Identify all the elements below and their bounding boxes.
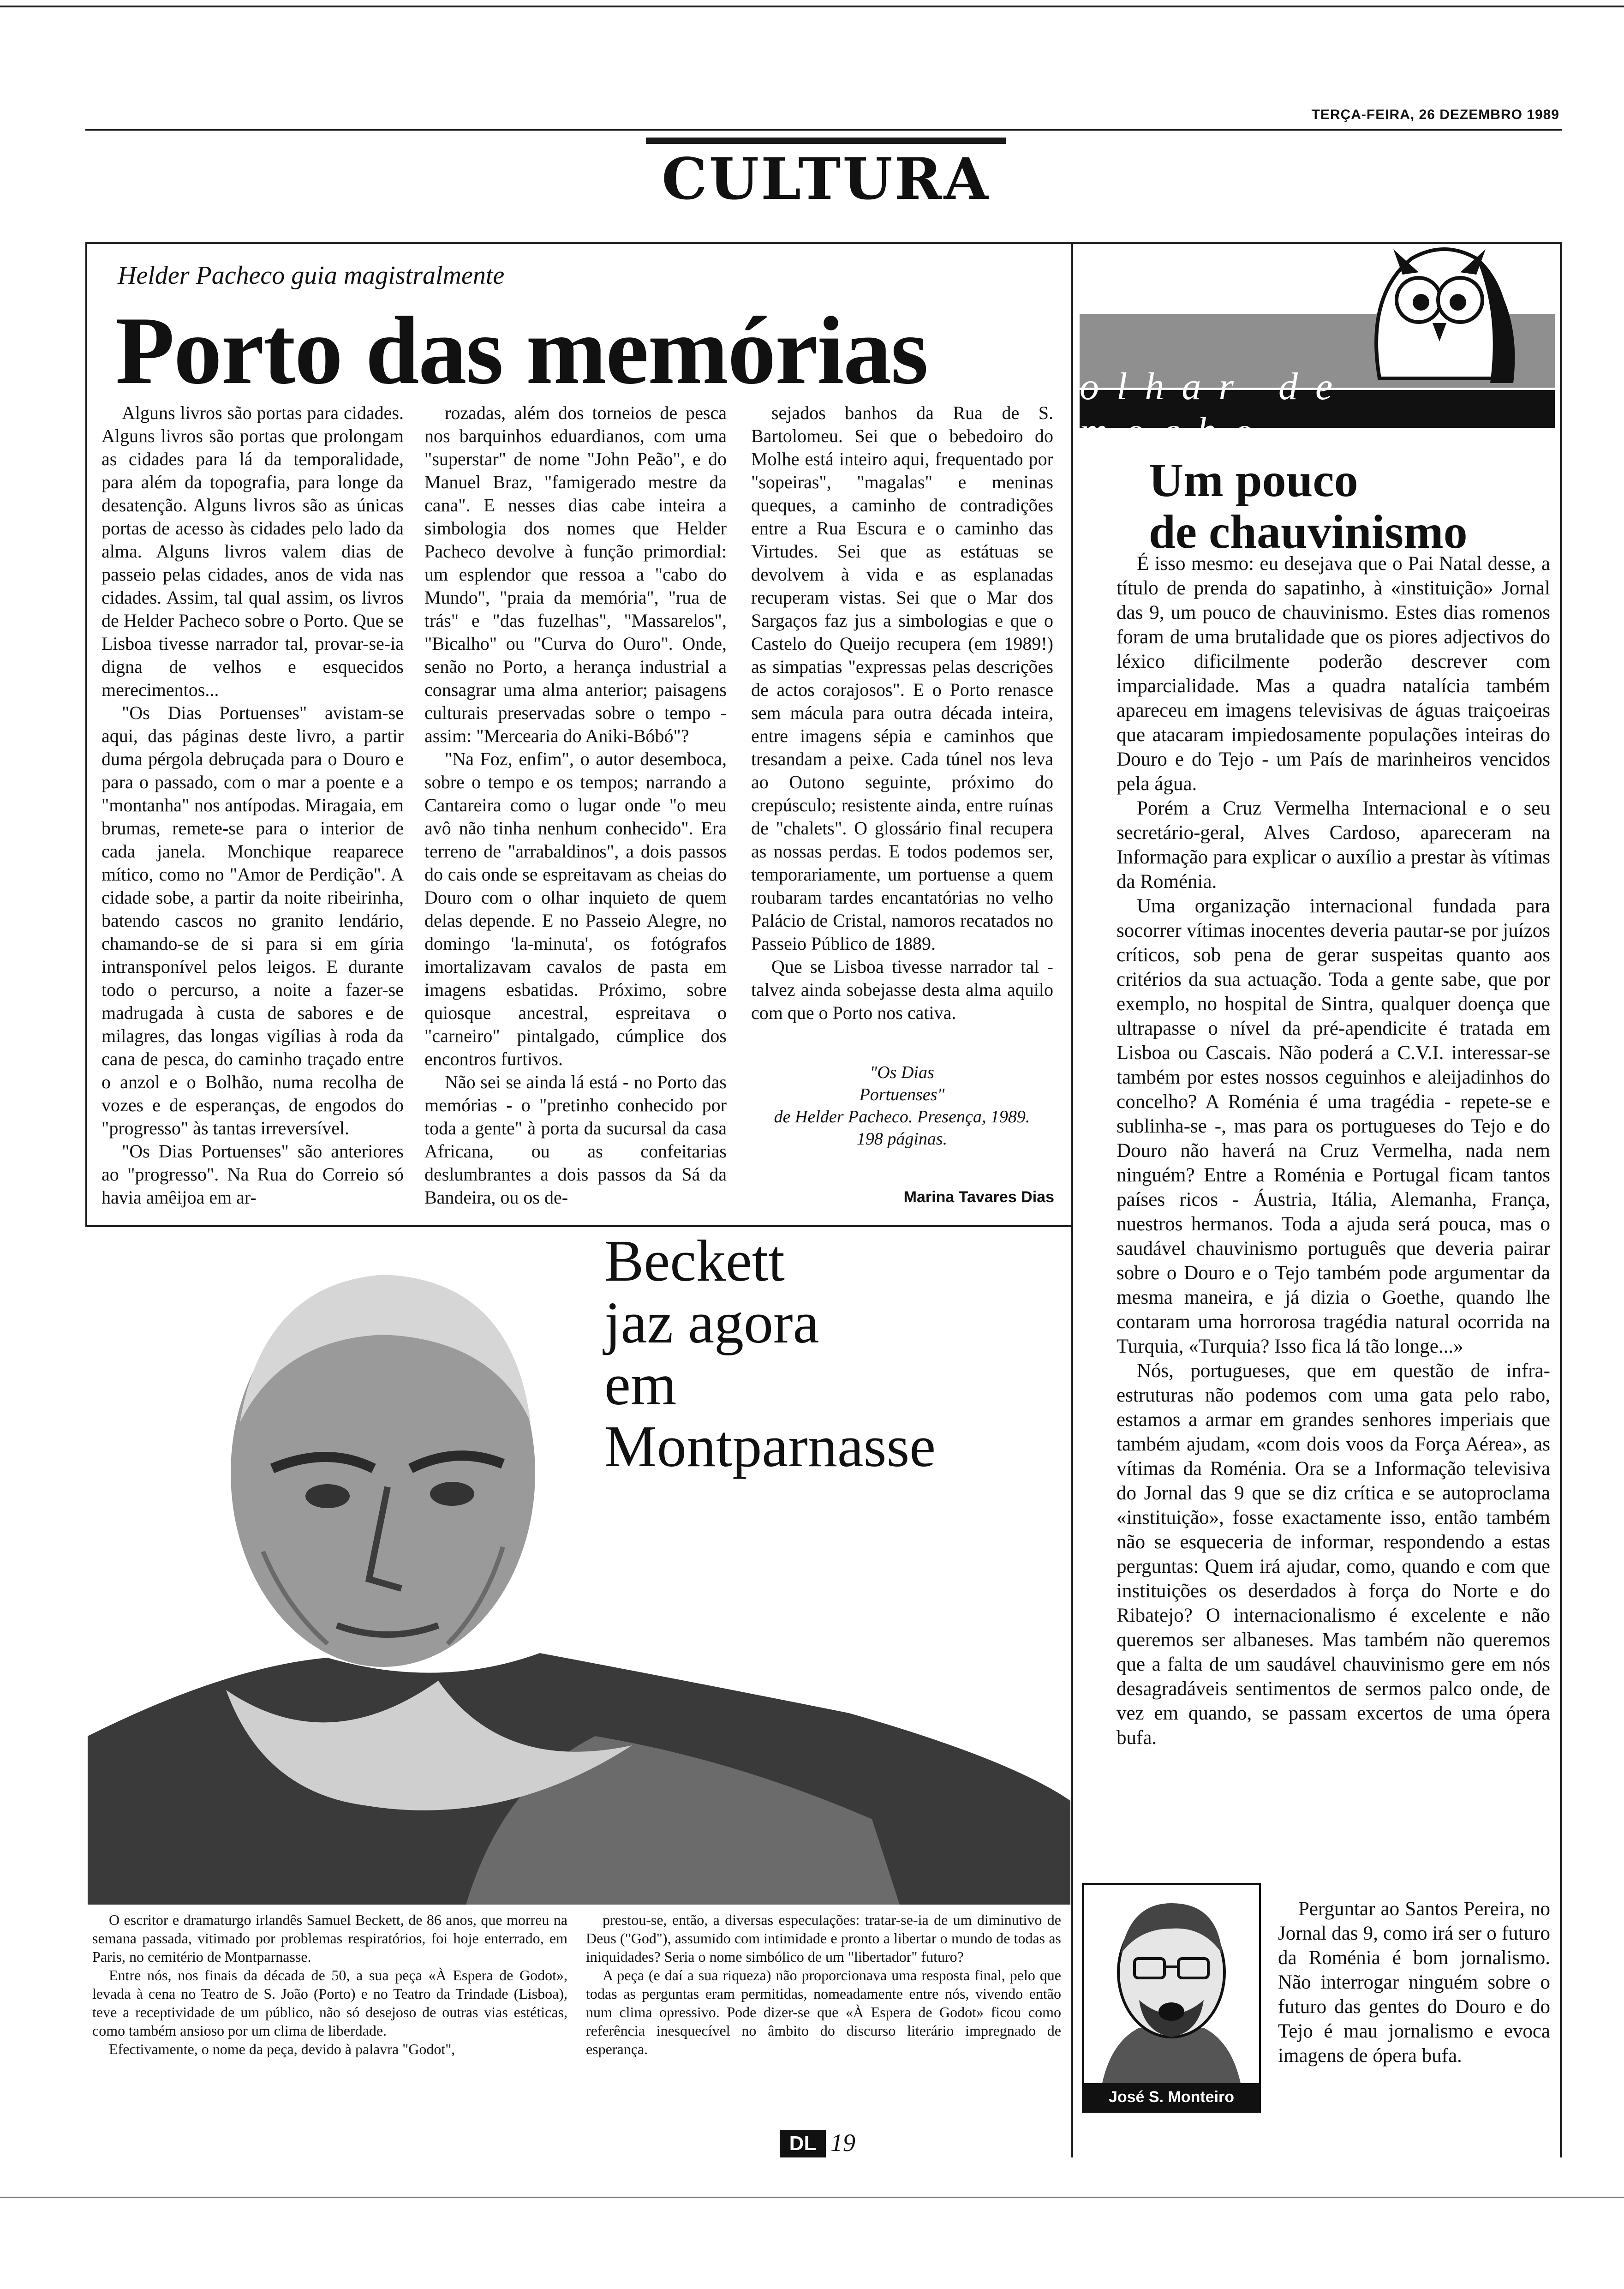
title-line: Um pouco xyxy=(1149,454,1358,507)
article-divider xyxy=(85,1225,1073,1227)
header-rule xyxy=(85,129,1562,131)
paragraph: Uma organização internacional fundada para socorrer vítimas inocentes deveria pautar-se por juízos críticos, sob pena de gerar suspeitas quanto aos critérios da sua actuação. Toda a gente sabe, que por exemplo, no hospital de Sintra, qualquer doença que ultrapasse o nível da pré-apendicite é tratada em Lisboa ou Cascais. Não poderá a C.V.I. interessar-se também por estes nossos ceguinhos e aleijadinhos do concelho? A Roménia é uma tragédia - repete-se e sublinha-se -, mas para os portugueses do Tejo e do Douro não haverá na Cruz Vermelha, nada nem ninguém? Entre a Roménia e Portugal ficam tantos países ricos - Áustria, Itália, Alemanha, França, nuestros hermanos. Toda a ajuda será pouca, mas o saudável chauvinismo português que deveria pairar sobre o Douro e o Tejo também pode argumentar da mesma maneira, e já dizia o Goethe, quando lhe contaram uma horrorosa tragédia natural ocorrida na Turquia, «Turquia? Isso fica lá tão longe...» xyxy=(1116,895,1550,1357)
column-final-paragraph xyxy=(1278,1897,1550,2068)
paragraph: "Os Dias Portuenses" avistam-se aqui, das páginas deste livro, a partir duma pérgola debruçada para o Douro e para o passado, com o mar a poente e a "montanha" nos antípodas. Miragaia, em brumas, remete-se para o interior de cada janela. Monchique reaparece mítico, como no "Amor de Perdição". A cidade sobe, a partir da noite ribeirinha, batendo cascos no granito lendário, chamando-se de si para si em gíria intransponível pelos leigos. E durante todo o percurso, a noite a fazer-se madrugada à custa de sabores e de milagres, das longas vigílias à roda da cana de pesca, do caminho traçado entre o anzol e o Bolhão, numa recolha de vozes e de esperanças, de engodos do "progresso" às tantas irreversível. xyxy=(102,702,404,1139)
book-credit xyxy=(752,1061,1052,1150)
paragraph: Porém a Cruz Vermelha Internacional e o seu secretário-geral, Alves Cardoso, apareceram na Informação para explicar o auxílio a prestar às vítimas da Roménia. xyxy=(1116,797,1550,893)
headline-line: jaz agora xyxy=(604,1290,819,1355)
paragraph: Perguntar ao Santos Pereira, no Jornal das 9, como irá ser o futuro da Roménia é bom jornalismo. Não interrogar ninguém sobre o futuro das gentes do Douro e do Tejo é mau jornalismo e evoca imagens de ópera bufa. xyxy=(1278,1898,1550,2067)
paragraph: A peça (e daí a sua riqueza) não proporcionava uma resposta final, pelo que todas as perguntas eram permitidas, nomeadamente entre nós, vivendo então num clima opressivo. Pode dizer-se que «À Espera de Godot» ficou como referência inesquecível no âmbito do discurso literário impregnado de esperança. xyxy=(586,1967,1061,2057)
newspaper-logo xyxy=(780,2130,826,2157)
title-line: de chauvinismo xyxy=(1149,505,1468,558)
frame-divider-vertical xyxy=(1071,242,1073,2157)
paragraph: É isso mesmo: eu desejava que o Pai Natal desse, a título de prenda do sapatinho, à «instituição» Jornal das 9, um pouco de chauvinismo. Estes dias romenos foram de uma brutalidade que os piores adjectivos do léxico dificilmente poderão descrever com imparcialidade. Mas a quadra natalícia também apareceu em imagens televisivas de águas traiçoeiras que atacaram impiedosamente populações inteiras do Douro e do Tejo - um País de marinheiros vencidos pela água. xyxy=(1116,553,1550,795)
issue-date: TERÇA-FEIRA, 26 DEZEMBRO 1989 xyxy=(1311,107,1559,122)
author-name: José S. Monteiro xyxy=(1084,2083,1259,2111)
column-body xyxy=(1116,551,1550,1750)
beckett-headline xyxy=(604,1230,1070,1477)
section-title: CULTURA xyxy=(662,146,990,213)
headline-line: em xyxy=(604,1352,677,1417)
credit-line: 198 páginas. xyxy=(856,1129,948,1149)
paragraph: sejados banhos da Rua de S. Bartolomeu. Sei que o bebedoiro do Molhe está inteiro aqui, frequentado por "sopeiras", "magalas" e meninas queques, a caminho de contradições entre a Rua Escura e o caminho das Virtudes. Sei que as estátuas se devolvem à vida e as esplanadas recuperam vistas. Sei que o Mar dos Sargaços faz jus a simbologias e que o Castelo do Queijo recupera (em 1989!) as simpatias "expressas pelas descrições de actos corajosos". E o Porto renasce sem mácula para outra década inteira, entre imagens sépia e caminhos que tresandam a peixe. Cada túnel nos leva ao Outono seguinte, próximo do crepúsculo; resistente ainda, entre ruínas de "chalets". O glossário final recupera as nossas perdas. E todos podemos ser, temporariamente, um portuense a quem roubaram tardes encantatórias no velho Palácio de Cristal, namoros recatados no Passeio Público de 1889. xyxy=(751,402,1053,954)
paragraph: Não sei se ainda lá está - no Porto das memórias - o "pretinho conhecido por toda a gente" à porta da sucursal da casa Africana, ou as confeitarias deslumbrantes a dois passos da Sá da Bandeira, ou os de- xyxy=(424,1072,727,1208)
beckett-caption-column-2 xyxy=(586,1911,1061,2058)
column-banner: mocho xyxy=(1080,390,1555,428)
paragraph: O escritor e dramaturgo irlandês Samuel Beckett, de 86 anos, que morreu na semana passada, vitimado por problemas respiratórios, foi hoje enterrado, em Paris, no cemitério de Montparnasse. xyxy=(92,1911,567,1965)
paragraph: Nós, portugueses, que em questão de infra-estruturas não podemos com uma gata pelo rabo, estamos a armar em grandes senhores imperiais que também ajudam, «com dois voos da Força Aérea», as vítimas da Roménia. Ora se a Informação televisiva do Jornal das 9 que se diz crítica e se autoproclama «instituição», fosse exactamente isso, então também não se esqueceria de informar, respondendo a estas perguntas: Quem irá ajudar, como, quando e com que instituições os deserdados à força do Norte e do Ribatejo? O internacionalismo é excelente e não queremos ser albaneses. Mas também não queremos que a falta de um saudável chauvinismo gere em nós desagradáveis sentimentos de sermos palco onde, de vez em quando, se passam excertos de uma ópera bufa. xyxy=(1116,1360,1550,1749)
article-byline: Marina Tavares Dias xyxy=(903,1188,1054,1206)
paragraph: Alguns livros são portas para cidades. Alguns livros são portas que prolongam as cidades para lá da temporalidade, para além da topografia, para longe da desatenção. Alguns livros são as únicas portas de acesso às cidades pelo lado da alma. Alguns livros valem dias de passeio pelas cidades, anos de vida nas cidades. Assim, tal qual assim, os livros de Helder Pacheco sobre o Porto. Que se Lisboa tivesse narrador tal, provar-se-ia digna de velhos e esquecidos merecimentos... xyxy=(102,402,404,700)
article-headline: Porto das memórias xyxy=(115,297,928,404)
headline-line: Beckett xyxy=(604,1228,785,1294)
frame-right xyxy=(1560,242,1562,2157)
paragraph: Efectivamente, o nome da peça, devido à palavra "Godot", xyxy=(109,2041,455,2057)
article-column-2 xyxy=(424,401,727,1209)
beckett-caption-column-1 xyxy=(92,1911,567,2058)
top-rule xyxy=(0,6,1624,7)
paragraph: "Na Foz, enfim", o autor desemboca, sobre o tempo e os tempos; narrando a Cantareira como o lugar onde "o meu avô não tinha nenhum conhecido". Era terreno de "arrabaldinos", a dois passos do cais onde se espreitavam as cheias do Douro com o olhar inquieto de quem delas depende. E no Passeio Alegre, no domingo 'la-minuta', os fotógrafos imortalizavam cavalos de pasta em imagens esbatidas. Próximo, sobre quiosque ancestral, espreitava o "carneiro" pintalgado, cúmplice dos encontros furtivos. xyxy=(424,749,727,1069)
credit-line: "Os Dias xyxy=(870,1063,934,1082)
credit-line: Portuenses" xyxy=(859,1085,945,1104)
author-portrait xyxy=(1082,1883,1261,2113)
credit-line: de Helder Pacheco. Presença, 1989. xyxy=(774,1107,1030,1127)
paragraph: Entre nós, nos finais da década de 50, a sua peça «À Espera de Godot», levada à cena no Teatro de S. João (Porto) e no Teatro da Trindade (Lisboa), teve a receptividade de um público, não só desejoso de outras vias estéticas, como também ansioso por um clima de liberdade. xyxy=(92,1967,567,2039)
bottom-rule xyxy=(0,2197,1624,2198)
article-column-3 xyxy=(751,401,1053,1025)
column-title xyxy=(1149,455,1555,558)
paragraph: rozadas, além dos torneios de pesca nos barquinhos eduardianos, com uma "superstar" de nome "John Peão", e do Manuel Braz, "famigerado mestre da cana". E nesses dias cabe inteira a simbologia dos nomes que Helder Pacheco devolve à função primordial: um esplendor que ressoa a "cabo do Mundo", "praia da memória", "rua de trás" e "das fuzelhas", "Massarelos", "Bicalho" ou "Curva do Ouro". Onde, senão no Porto, a herança industrial a consagrar uma alma anterior; paisagens culturais preservadas sobre o tempo - assim: "Mercearia do Aniki-Bóbó"? xyxy=(424,402,727,746)
page-number: 19 xyxy=(830,2129,855,2157)
section-bar xyxy=(646,138,1006,144)
paragraph: Que se Lisboa tivesse narrador tal - talvez ainda sobejasse desta alma aquilo com que o Porto nos cativa. xyxy=(751,956,1053,1023)
headline-line: Montparnasse xyxy=(604,1414,936,1479)
paragraph: prestou-se, então, a diversas especulações: tratar-se-ia de um diminutivo de Deus ("God"), assumido com intimidade e pronto a libertar o mundo de todas as iniquidades? Seria o nome simbólico de um "libertador" futuro? xyxy=(586,1911,1061,1965)
article-kicker: Helder Pacheco guia magistralmente xyxy=(118,261,505,290)
article-column-1 xyxy=(102,401,404,1209)
logo-text: DL xyxy=(789,2132,817,2155)
paragraph: "Os Dias Portuenses" são anteriores ao "progresso". Na Rua do Correio só havia amêijoa em ar- xyxy=(102,1141,404,1208)
frame-left xyxy=(85,242,87,1225)
